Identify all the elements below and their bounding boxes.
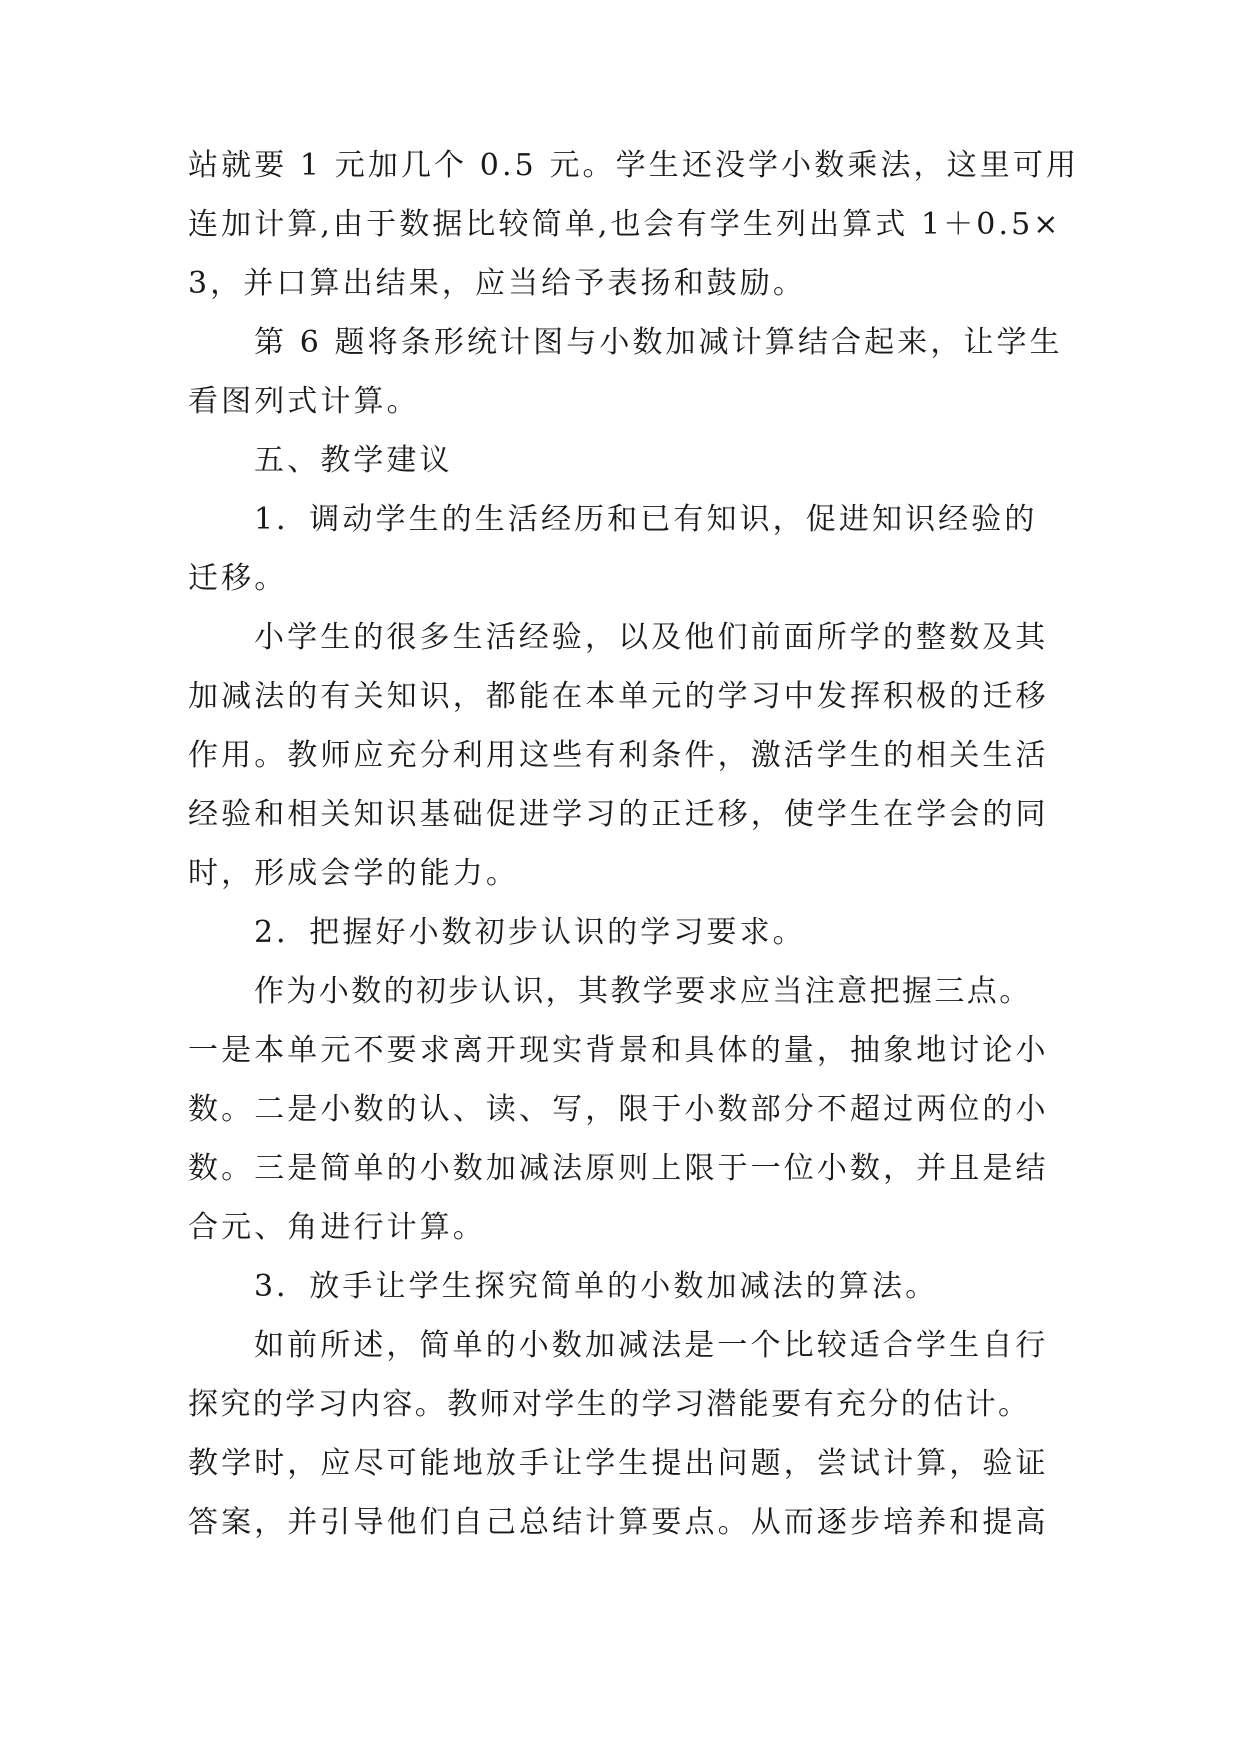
text-line: 3，并口算出结果，应当给予表扬和鼓励。 [188, 266, 806, 301]
text-line: 数。三是简单的小数加减法原则上限于一位小数，并且是结 [188, 1151, 1049, 1186]
text-line: 一是本单元不要求离开现实背景和具体的量，抽象地讨论小 [188, 1033, 1049, 1068]
text-line: 连加计算,由于数据比较简单,也会有学生列出算式 1＋0.5× [188, 207, 1062, 242]
section-heading: 五、教学建议 [254, 443, 453, 478]
text-line: 时，形成会学的能力。 [188, 856, 519, 891]
text-line: 答案，并引导他们自己总结计算要点。从而逐步培养和提高 [188, 1505, 1049, 1540]
text-line: 站就要 1 元加几个 0.5 元。学生还没学小数乘法，这里可用 [188, 148, 1080, 183]
text-line: 经验和相关知识基础促进学习的正迁移，使学生在学会的同 [188, 797, 1049, 832]
text-line: 作用。教师应充分利用这些有利条件，激活学生的相关生活 [188, 738, 1049, 773]
text-line: 如前所述，简单的小数加减法是一个比较适合学生自行 [254, 1328, 1049, 1363]
text-line: 合元、角进行计算。 [188, 1210, 486, 1245]
subheading: 3．放手让学生探究简单的小数加减法的算法。 [254, 1269, 939, 1304]
text-line: 作为小数的初步认识，其教学要求应当注意把握三点。 [254, 974, 1032, 1009]
text-line: 迁移。 [188, 561, 288, 596]
text-line: 加减法的有关知识，都能在本单元的学习中发挥积极的迁移 [188, 679, 1049, 714]
text-line: 探究的学习内容。教师对学生的学习潜能要有充分的估计。 [188, 1387, 1031, 1422]
text-line: 小学生的很多生活经验，以及他们前面所学的整数及其 [254, 620, 1049, 655]
text-line: 教学时，应尽可能地放手让学生提出问题，尝试计算，验证 [188, 1446, 1049, 1481]
subheading: 1．调动学生的生活经历和已有知识，促进知识经验的 [254, 502, 1038, 537]
text-line: 数。二是小数的认、读、写，限于小数部分不超过两位的小 [188, 1092, 1049, 1127]
text-line: 看图列式计算。 [188, 384, 420, 419]
subheading: 2．把握好小数初步认识的学习要求。 [254, 915, 806, 950]
text-line: 第 6 题将条形统计图与小数加减计算结合起来，让学生 [254, 325, 1063, 360]
